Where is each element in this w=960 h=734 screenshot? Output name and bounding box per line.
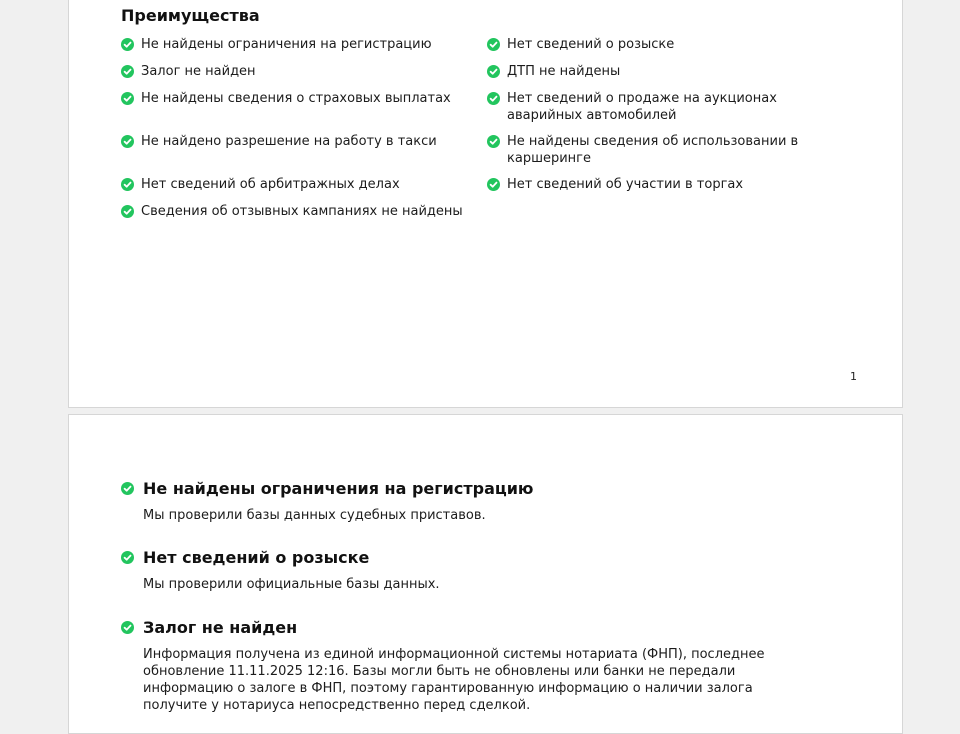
advantage-item — [487, 36, 842, 53]
check-circle-icon — [121, 482, 134, 495]
check-circle-icon — [121, 65, 134, 78]
check-circle-icon — [121, 92, 134, 105]
check-circle-icon — [487, 38, 500, 51]
advantage-label: Нет сведений о продаже на аукционах аварийных автомобилей — [507, 91, 777, 123]
report-page-2 — [68, 414, 903, 734]
advantage-item — [121, 133, 476, 150]
detail-title: Залог не найден — [143, 618, 298, 637]
advantage-label: Не найдены сведения о страховых выплатах — [141, 91, 451, 106]
advantage-label: Сведения об отзывных кампаниях не найдены — [141, 204, 463, 219]
advantages-title: Преимущества — [121, 6, 260, 25]
detail-heading — [121, 548, 821, 567]
advantage-label: Нет сведений об участии в торгах — [507, 177, 744, 192]
advantage-label: Не найдены сведения об использовании в каршеринге — [507, 134, 799, 166]
advantage-label: Нет сведений об арбитражных делах — [141, 177, 400, 192]
advantage-item — [121, 176, 476, 193]
detail-section — [121, 479, 821, 524]
advantage-item — [121, 203, 476, 220]
advantage-label: ДТП не найдены — [507, 64, 621, 79]
report-page-1 — [68, 0, 903, 408]
advantage-label: Залог не найден — [141, 64, 256, 79]
check-circle-icon — [121, 135, 134, 148]
check-circle-icon — [121, 38, 134, 51]
advantage-item — [121, 36, 476, 53]
check-circle-icon — [121, 621, 134, 634]
advantage-item — [487, 90, 842, 124]
advantage-item — [487, 176, 842, 193]
detail-text: Мы проверили официальные базы данных. — [143, 577, 440, 592]
check-circle-icon — [487, 65, 500, 78]
page-number: 1 — [850, 370, 857, 383]
detail-section — [121, 618, 821, 714]
advantage-label: Не найдено разрешение на работу в такси — [141, 134, 437, 149]
detail-heading — [121, 618, 821, 637]
check-circle-icon — [487, 135, 500, 148]
detail-title: Не найдены ограничения на регистрацию — [143, 479, 534, 498]
check-circle-icon — [121, 178, 134, 191]
check-circle-icon — [487, 178, 500, 191]
advantage-label: Не найдены ограничения на регистрацию — [141, 37, 432, 52]
check-circle-icon — [121, 551, 134, 564]
check-circle-icon — [121, 205, 134, 218]
detail-heading — [121, 479, 821, 498]
advantage-item — [121, 63, 476, 80]
detail-title: Нет сведений о розыске — [143, 548, 370, 567]
advantage-item — [487, 63, 842, 80]
detail-text: Информация получена из единой информационной системы нотариата (ФНП), последнее обновление 11.11.2025 12:16. Базы могли быть не обновлены или банки не передали информацию о залоге в ФНП, поэтому гарантированную информацию о наличии залога получите у нотариуса непосредственно перед сделкой. — [143, 647, 765, 713]
check-circle-icon — [487, 92, 500, 105]
detail-text: Мы проверили базы данных судебных приставов. — [143, 508, 486, 523]
advantage-label: Нет сведений о розыске — [507, 37, 675, 52]
advantage-item — [121, 90, 476, 107]
detail-section — [121, 548, 821, 593]
advantage-item — [487, 133, 842, 167]
